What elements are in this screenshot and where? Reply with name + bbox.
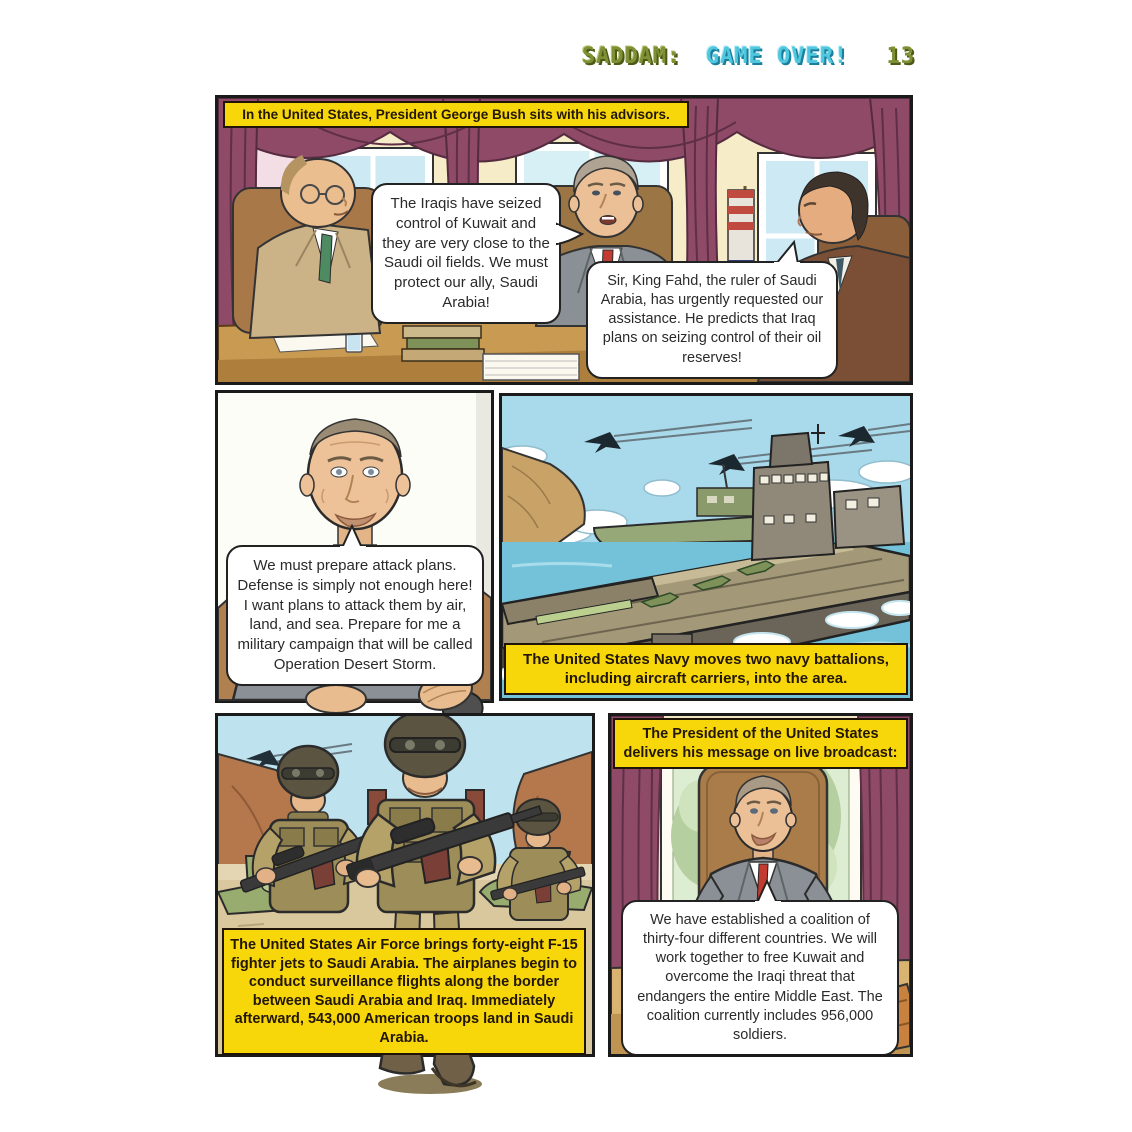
panel-broadcast [608,713,913,1057]
episode-title: GAME OVER! [705,44,849,69]
bubble-coalition-text: We have established a coalition of thirty-four different countries. We will work together to free Kuwait and overcome the Iraqi threat that endangers the entire Middle East. The coalition currently includes 956,000 soldiers. [637,912,883,1043]
panel-navy [499,393,913,701]
bubble-tail-right [554,221,584,249]
caption-oval-office: In the United States, President George Bush sits with his advisors. [223,101,689,128]
bubble-tail-up [751,879,783,905]
bubble-tail-up [770,240,802,266]
page-header [215,44,915,69]
panel-bush-closeup [215,390,494,703]
caption-navy: The United States Navy moves two navy battalions, including aircraft carriers, into the area. [504,643,908,695]
panel-soldiers [215,713,595,1057]
page-number: 13 [886,44,915,69]
bubble-coalition [621,900,899,1056]
panel-oval-office [215,95,913,385]
bubble-attack-plans-text: We must prepare attack plans. Defense is simply not enough here! I want plans to attack them by air, land, and sea. Prepare for me a military campaign that will be called Operation Desert Storm. [237,557,473,673]
bubble-king-fahd [586,261,838,379]
bubble-iraqis-seized-text: The Iraqis have seized control of Kuwait and they are very close to the Saudi oil fields. We must protect our ally, Saudi Arabia! [382,195,550,311]
bubble-king-fahd-text: Sir, King Fahd, the ruler of Saudi Arabia, has urgently requested our assistance. He predicts that Iraq plans on seizing control of their oil reserves! [600,273,824,366]
caption-air-force: The United States Air Force brings forty-eight F-15 fighter jets to Saudi Arabia. The airplanes begin to conduct surveillance flights along the border between Saudi Arabia and Iraq. Immediately afterward, 543,000 American troops land in Saudi Arabia. [222,928,586,1055]
bubble-iraqis-seized [371,183,561,324]
bubble-tail-up [336,524,368,550]
bubble-attack-plans [226,545,484,686]
caption-broadcast: The President of the United States delivers his message on live broadcast: [613,718,908,769]
series-title: SADDAM: [581,44,682,69]
